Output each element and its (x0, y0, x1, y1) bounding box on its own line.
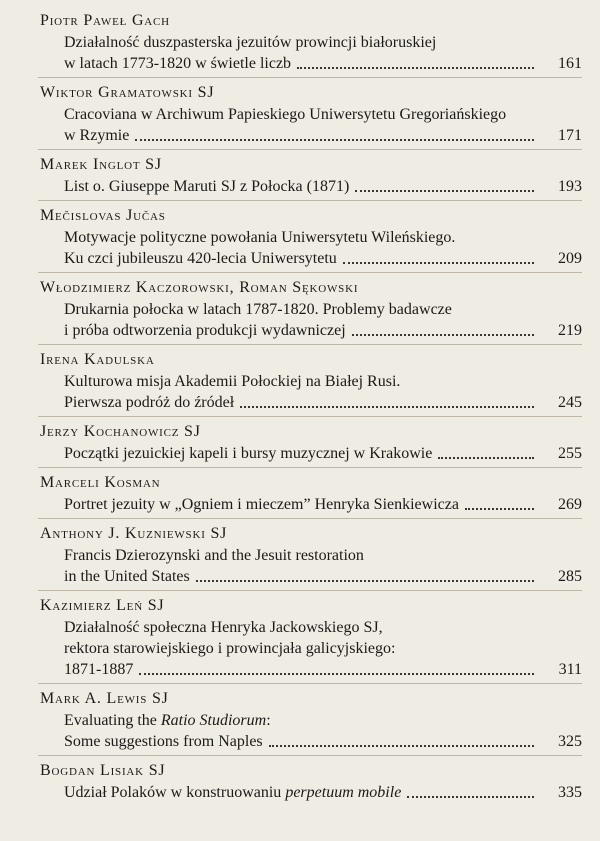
entry-title: Działalność społeczna Henryka Jackowskiego SJ, (64, 619, 383, 636)
entry-page-number: 335 (558, 784, 582, 801)
entry-title: 1871-1887 (64, 661, 134, 678)
dot-leader (240, 406, 534, 408)
entry-page-number: 219 (558, 322, 582, 339)
toc-entry (38, 518, 582, 589)
toc-entry (38, 416, 582, 466)
entry-title: w Rzymie (64, 127, 130, 144)
dot-leader (343, 262, 534, 264)
dot-leader (297, 67, 534, 69)
toc-entry (38, 683, 582, 754)
entry-title: Portret jezuity w „Ogniem i mieczem” Henryka Sienkiewicza (64, 496, 459, 513)
entry-author: Wiktor Gramatowski SJ (40, 84, 215, 101)
dot-leader (355, 190, 534, 192)
entry-title: Działalność duszpasterska jezuitów prowincji białoruskiej (64, 34, 437, 51)
entry-title: in the United States (64, 568, 190, 585)
dot-leader (196, 580, 534, 582)
italic-title: perpetuum mobile (285, 784, 402, 801)
entry-page-number: 245 (558, 394, 582, 411)
entry-author: Piotr Paweł Gach (40, 12, 170, 29)
dot-leader (465, 508, 534, 510)
entry-title: List o. Giuseppe Maruti SJ z Połocka (1871) (64, 178, 350, 195)
entry-title: Some suggestions from Naples (64, 733, 263, 750)
entry-author: Jerzy Kochanowicz SJ (40, 423, 201, 440)
entry-page-number: 325 (558, 733, 582, 750)
entry-author: Mečislovas Jučas (40, 207, 166, 224)
entry-author: Marceli Kosman (40, 474, 161, 491)
entry-author: Bogdan Lisiak SJ (40, 762, 166, 779)
entry-page-number: 269 (558, 496, 582, 513)
toc-entry (38, 149, 582, 199)
entry-title: Francis Dzierozynski and the Jesuit restoration (64, 547, 364, 564)
entry-title: Kulturowa misja Akademii Połockiej na Białej Rusi. (64, 373, 401, 390)
dot-leader (135, 139, 534, 141)
entry-title: Ku czci jubileuszu 420-lecia Uniwersytetu (64, 250, 337, 267)
entry-author: Marek Inglot SJ (40, 156, 162, 173)
toc-entry (38, 755, 582, 805)
dot-leader (438, 457, 534, 459)
dot-leader (269, 745, 534, 747)
entry-page-number: 285 (558, 568, 582, 585)
entry-title: i próba odtworzenia produkcji wydawniczej (64, 322, 346, 339)
entry-page-number: 171 (558, 127, 582, 144)
entry-page-number: 161 (558, 55, 582, 72)
entry-author: Irena Kadulska (40, 351, 155, 368)
toc-entry (38, 467, 582, 517)
dot-leader (139, 673, 534, 675)
entry-page-number: 193 (558, 178, 582, 195)
entry-title: w latach 1773-1820 w świetle liczb (64, 55, 292, 72)
toc-entry (38, 10, 582, 76)
toc-entry (38, 590, 582, 682)
dot-leader (352, 334, 534, 336)
entry-title: Drukarnia połocka w latach 1787-1820. Problemy badawcze (64, 301, 452, 318)
entry-title: Pierwsza podróż do źródeł (64, 394, 235, 411)
toc-entry (38, 272, 582, 343)
entry-title: Cracoviana w Archiwum Papieskiego Uniwersytetu Gregoriańskiego (64, 106, 507, 123)
toc-entry (38, 344, 582, 415)
entry-author: Mark A. Lewis SJ (40, 690, 169, 707)
entry-page-number: 209 (558, 250, 582, 267)
entry-page-number: 255 (558, 445, 582, 462)
entry-author: Anthony J. Kuzniewski SJ (40, 525, 228, 542)
toc-entry (38, 77, 582, 148)
dot-leader (407, 796, 534, 798)
entry-page-number: 311 (558, 661, 582, 678)
entry-title: rektora starowiejskiego i prowincjała galicyjskiego: (64, 640, 396, 657)
entry-title: Motywacje polityczne powołania Uniwersytetu Wileńskiego. (64, 229, 456, 246)
toc-entry (38, 200, 582, 271)
entry-title: Udział Polaków w konstruowaniu perpetuum mobile (64, 784, 402, 801)
entry-title: Początki jezuickiej kapeli i bursy muzycznej w Krakowie (64, 445, 433, 462)
entry-author: Włodzimierz Kaczorowski, Roman Sękowski (40, 279, 359, 296)
entry-title: Evaluating the Ratio Studiorum: (64, 712, 271, 729)
italic-title: Ratio Studiorum (160, 712, 267, 729)
entry-author: Kazimierz Leń SJ (40, 597, 165, 614)
